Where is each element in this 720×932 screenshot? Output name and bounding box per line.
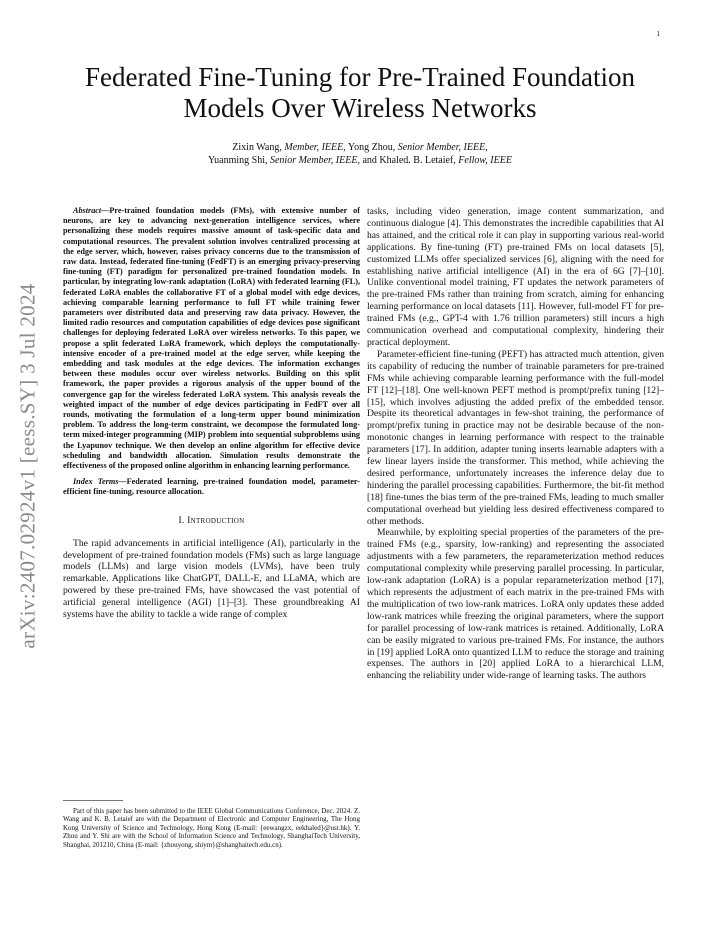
abstract-lead: Abstract (73, 206, 102, 215)
index-terms-lead: Index Terms (73, 477, 119, 487)
body-paragraph: Meanwhile, by exploiting special properties of the parameters of the pre-trained FMs (e.g., sparsity, low-ranking) and representing the associated adjustments with a few parameters, the reparameterization method reduces computational complexity while preserving parallel processing. In particular, low-rank adaptation (LoRA) is a popular reparameterization method [17], which represents the adjustment of each matrix in the pre-trained FMs with the multiplication of two low-rank matrices. LoRA only updates these added low-rank matrices while freezing the original parameters, where the support for parallel processing of low-rank matrices is retained. Additionally, LoRA can be easily migrated to various pre-trained FMs. For instance, the authors in [19] applied LoRA onto quantized LLM to reduce the storage and training expenses. The authors in [20] applied LoRA to a hierarchical LLM, enhancing the reliability under wide-range of learning tasks. The authors (367, 527, 664, 682)
author-role: Senior Member, IEEE (269, 155, 358, 166)
body-paragraph: tasks, including video generation, image content summarization, and continuous dialogue [4]. This demonstrates the incredible capabilities that AI has attained, and the critical role it can play in supporting various real-world applications. By fine-tuning (FT) pre-trained FMs on local datasets [5], customized LLMs offer specialized services [6], aligning with the need for establishing native artificial intelligence (AI) in the era of 6G [7]–[10]. Unlike conventional model training, FT updates the network parameters of the pre-trained FMs rather than training from scratch, aiming for enhancing learning performance on local datasets [11]. However, full-model FT for pre-trained FMs (e.g., GPT-4 with 1.76 trillion parameters) still incurs a high communication overhead and computational complexity, hindering their practical deployment. (367, 206, 664, 348)
author-line-1 (60, 141, 660, 154)
index-terms (63, 477, 360, 497)
left-column (63, 206, 360, 621)
author-name: , and Khaled. B. Letaief, (357, 155, 459, 166)
index-terms-text: —Federated learning, pre-trained foundation model, parameter-efficient fine-tuning, resource allocation. (63, 477, 360, 497)
footnote: Part of this paper has been submitted to the IEEE Global Communications Conference, Dec. 2024. Z. Wang and K. B. Letaief are with the Department of Electronic and Computer Engineering, The Hong Kong University of Science and Technology, Hong Kong (E-mail: {eewangzx, eekhaled}@ust.hk). Y. Zhou and Y. Shi are with the School of Information Science and Technology, ShanghaiTech University, Shanghai, 201210, China (E-mail: {zhouyong, shiym}@shanghaitech.edu.cn). (63, 807, 360, 849)
author-name: Zixin Wang, (232, 142, 285, 153)
arxiv-stamp-text: arXiv:2407.02924v1 [eess.SY] 3 Jul 2024 (15, 283, 40, 649)
intro-paragraph: The rapid advancements in artificial intelligence (AI), particularly in the development of pre-trained foundation models (FMs) such as large language models (LLMs) and large vision models (LVMs), have been truly remarkable. Applications like ChatGPT, DALL-E, and LLaMA, which are powered by these pre-trained FMs, have showcased the vast potential of artificial general intelligence (AGI) [1]–[3]. These groundbreaking AI systems have the ability to tackle a wide range of complex (63, 537, 360, 621)
section-heading: I. Introduction (178, 515, 245, 526)
author-role: Fellow, IEEE (458, 155, 512, 166)
author-line-2 (60, 154, 660, 167)
author-name: Yuanming Shi, (208, 155, 270, 166)
author-name: , Yong Zhou, (343, 142, 398, 153)
author-list (60, 141, 660, 167)
paper-title: Federated Fine-Tuning for Pre-Trained Foundation Models Over Wireless Networks (85, 62, 635, 123)
author-role: Member, IEEE (284, 142, 344, 153)
author-separator: , (485, 142, 488, 153)
right-column (367, 206, 664, 682)
arxiv-stamp (0, 0, 50, 932)
abstract (63, 206, 360, 471)
abstract-text: —Pre-trained foundation models (FMs), with extensive number of neurons, are key to advancing next-generation intelligence services, where personalizing these models requires massive amount of task-specific data and computational resources. The prevalent solution involves centralized processing at the edge server, which, however, raises privacy concerns due to the transmission of raw data. Instead, federated fine-tuning (FedFT) is an emerging privacy-preserving fine-tuning (FT) paradigm for personalized pre-trained foundation models. In particular, by integrating low-rank adaptation (LoRA) with federated learning (FL), federated LoRA enables the collaborative FT of a global model with edge devices, achieving comparable learning performance to full FT while training fewer parameters over distributed data and preserving raw data privacy. However, the limited radio resources and computation capabilities of edge devices pose significant challenges for deploying federated LoRA over wireless networks. To this paper, we propose a split federated LoRA framework, which deploys the computationally-intensive encoder of a pre-trained model at the edge server, while keeping the embedding and task modules at the edge devices. The information exchanges between these modules occur over wireless networks. Building on this split framework, the paper provides a rigorous analysis of the upper bound of the convergence gap for the wireless federated LoRA system. This analysis reveals the weighted impact of the number of edge devices participating in FedFT over all rounds, motivating the formulation of a long-term upper bound minimization problem. To address the long-term constraint, we decompose the formulated long-term mixed-integer programming (MIP) problem into sequential subproblems using the Lyapunov technique. We then develop an online algorithm for effective device scheduling and bandwidth allocation. Simulation results demonstrate the effectiveness of the proposed online algorithm in enhancing learning performance. (63, 206, 360, 471)
page-number: 1 (656, 30, 660, 38)
footnote-rule (63, 800, 123, 801)
body-paragraph: Parameter-efficient fine-tuning (PEFT) has attracted much attention, given its capability of reducing the number of trainable parameters for pre-trained FMs while achieving comparable learning performance with the full-model FT [12]–[18]. One well-known PEFT method is prompt/prefix tuning [12]–[15], which involves adjusting the added prefix of the embedded tensor. Despite its theoretical advantages in few-shot training, the performance of prompt/prefix tuning in practice may not be desirable because of the non-monotonic changes in learning performance with respect to the trainable parameters [17]. In addition, adapter tuning inserts learnable adapters with a few linear layers inside the transformer. This method, while achieving the desired performance, unfortunately increases the inference delay due to hindering the parallel processing capabilities. Furthermore, the bit-fit method [18] fine-tunes the bias term of the pre-trained FMs, leading to much smaller computational overhead but yielding less desired effectiveness compared to other methods. (367, 348, 664, 527)
author-role: Senior Member, IEEE (397, 142, 486, 153)
